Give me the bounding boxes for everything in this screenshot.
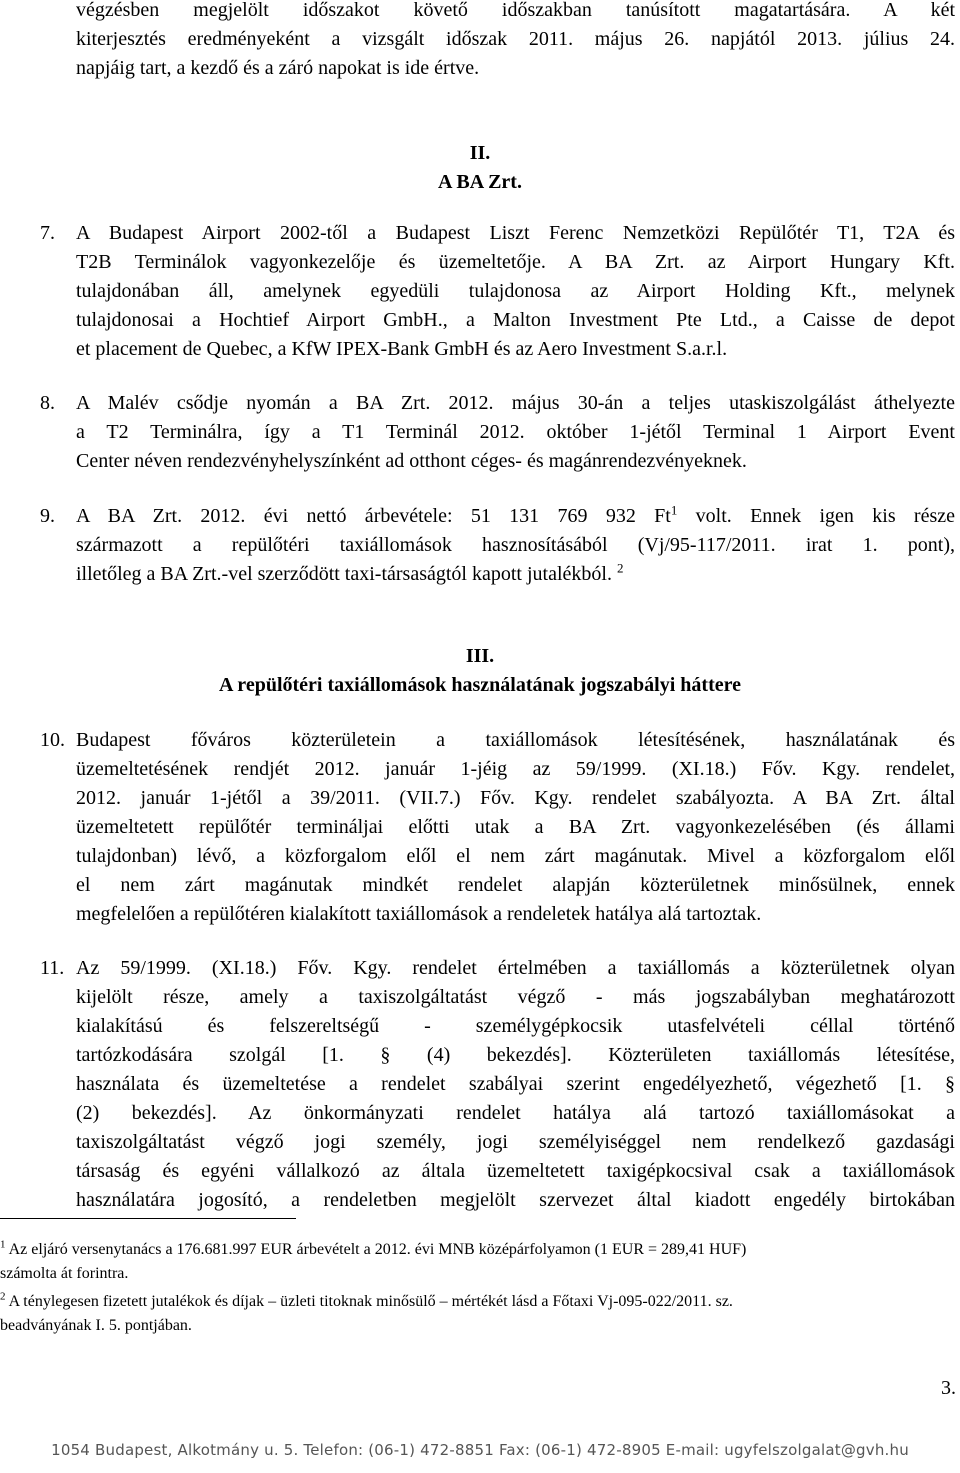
text-line: Budapest főváros közterületein a taxiállomások létesítésének, használatának és (76, 729, 955, 751)
text-line: kiterjesztés eredményeként a vizsgált időszak 2011. május 26. napjától 2013. július 24. (76, 28, 955, 50)
text-line: kialakítású és felszereltségű - személygépkocsik utasfelvételi céllal történő (76, 1015, 955, 1037)
footnote-line (0, 1290, 955, 1314)
footnote-ref-2: 2 (616, 560, 624, 576)
text-line: A Malév csődje nyomán a BA Zrt. 2012. május 30-án a teljes utaskiszolgálást áthelyezte (76, 392, 955, 414)
page-number: 3. (941, 1377, 956, 1399)
footnote-ref-1: 1 (670, 502, 678, 518)
section-2-numeral: II. (469, 142, 491, 164)
paragraph-number: 8. (40, 392, 55, 414)
text-line: kijelölt része, amely a taxiszolgáltatást végző - más jogszabályban meghatározott (76, 986, 955, 1008)
text-line: tulajdonosai a Hochtief Airport GmbH., a Malton Investment Pte Ltd., a Caisse de depot (76, 309, 955, 331)
text-segment: volt. Ennek igen kis része (677, 505, 955, 527)
text-line: tartózkodására szolgál [1. § (4) bekezdés]. Közterületen taxiállomás létesítése, (76, 1044, 955, 1066)
text-line: használata és üzemeltetése a rendelet szabályai szerint engedélyezhető, végezhető [1. § (76, 1073, 955, 1095)
footnote-divider (0, 1218, 296, 1219)
text-line: T2B Terminálok vagyonkezelője és üzemeltetője. A BA Zrt. az Airport Hungary Kft. (76, 251, 955, 273)
text-line: származott a repülőtéri taxiállomások hasznosításából (Vj/95-117/2011. irat 1. pont), (76, 534, 955, 556)
text-line: végzésben megjelölt időszakot követő időszakban tanúsított magatartására. A két (76, 0, 955, 21)
text-line: társaság és egyéni vállalkozó az általa üzemeltetett taxigépkocsival csak a taxiállomások (76, 1160, 955, 1182)
text-line: használatára jogosító, a rendeletben megjelölt szervezet által kiadott engedély birtokában (76, 1189, 955, 1211)
revenue-text: A BA Zrt. 2012. évi nettó árbevétele: 51 131 769 932 Ft (76, 505, 671, 527)
paragraph-8 (40, 389, 955, 476)
paragraph-number: 7. (40, 222, 55, 244)
footnote-mark: 2 (0, 1290, 6, 1303)
text-line: (2) bekezdés]. Az önkormányzati rendelet hatálya alá tartozó taxiállomásokat a (76, 1102, 955, 1124)
text-line: üzemeltetett repülőtér termináljai előtti utak a BA Zrt. vagyonkezelésében (és állami (76, 816, 955, 838)
footnote-line: beadványának I. 5. pontjában. (0, 1317, 192, 1334)
text-line: Az 59/1999. (XI.18.) Főv. Kgy. rendelet értelmében a taxiállomás a közterületnek olyan (76, 957, 955, 979)
top-paragraph (76, 0, 955, 83)
section-2-title: A BA Zrt. (438, 171, 522, 193)
paragraph-number: 11. (40, 957, 65, 979)
text-line: üzemeltetésének rendjét 2012. január 1-jéig az 59/1999. (XI.18.) Főv. Kgy. rendelet, (76, 758, 955, 780)
text-segment: illetőleg a BA Zrt.-vel szerződött taxi-társaságtól kapott jutalékból. (76, 563, 612, 585)
text-line: a T2 Terminálra, így a T1 Terminál 2012. október 1-jétől Terminal 1 Airport Event (76, 421, 955, 443)
text-line: tulajdonban) lévő, a közforgalom elől el nem zárt magánutak. Mivel a közforgalom elől (76, 845, 955, 867)
footnote-2 (0, 1290, 955, 1338)
text-line: taxiszolgáltatást végző jogi személy, jogi személyiséggel nem rendelkező gazdasági (76, 1131, 955, 1153)
text-line: Center néven rendezvényhelyszínként ad otthont céges- és magánrendezvényeknek. (76, 450, 747, 472)
page-footer: 1054 Budapest, Alkotmány u. 5. Telefon: (06-1) 472-8851 Fax: (06-1) 472-8905 E-mail: ugyfelszolgalat@gvh.hu (51, 1441, 909, 1459)
text-line: megfelelően a repülőtéren kialakított taxiállomások a rendeletek hatálya alá tartoztak. (76, 903, 762, 925)
footnote-line (0, 1238, 955, 1262)
paragraph-9 (40, 502, 955, 589)
footnote-mark: 1 (0, 1238, 6, 1251)
section-3-numeral: III. (465, 645, 495, 667)
footnote-text: Az eljáró versenytanács a 176.681.997 EUR árbevételt a 2012. évi MNB középárfolyamon (1 EUR = 289,41 HUF) (8, 1241, 747, 1258)
paragraph-11 (40, 954, 955, 1215)
paragraph-10 (40, 726, 955, 929)
text-line: el nem zárt magánutak mindkét rendelet alapján közterületnek minősülnek, ennek (76, 874, 955, 896)
text-line: napjáig tart, a kezdő és a záró napokat is ide értve. (76, 57, 480, 79)
text-line (76, 502, 955, 531)
paragraph-number: 9. (40, 505, 55, 527)
text-line: A Budapest Airport 2002-től a Budapest Liszt Ferenc Nemzetközi Repülőtér T1, T2A és (76, 222, 955, 244)
section-3-title: A repülőtéri taxiállomások használatának jogszabályi háttere (218, 674, 742, 696)
paragraph-number: 10. (40, 729, 65, 751)
footnote-line: számolta át forintra. (0, 1265, 129, 1282)
text-line: tulajdonában áll, amelynek egyedüli tulajdonosa az Airport Holding Kft., melynek (76, 280, 955, 302)
footnote-text: A ténylegesen fizetett jutalékok és díjak – üzleti titoknak minősülő – mértékét lásd a Főtaxi Vj-095-022/2011. sz. (8, 1293, 733, 1310)
text-line: et placement de Quebec, a KfW IPEX-Bank GmbH és az Aero Investment S.a.r.l. (76, 338, 728, 360)
paragraph-7 (40, 219, 955, 364)
text-line (76, 560, 955, 589)
footnote-1 (0, 1238, 955, 1286)
text-line: 2012. január 1-jétől a 39/2011. (VII.7.) Főv. Kgy. rendelet szabályozta. A BA Zrt. által (76, 787, 955, 809)
